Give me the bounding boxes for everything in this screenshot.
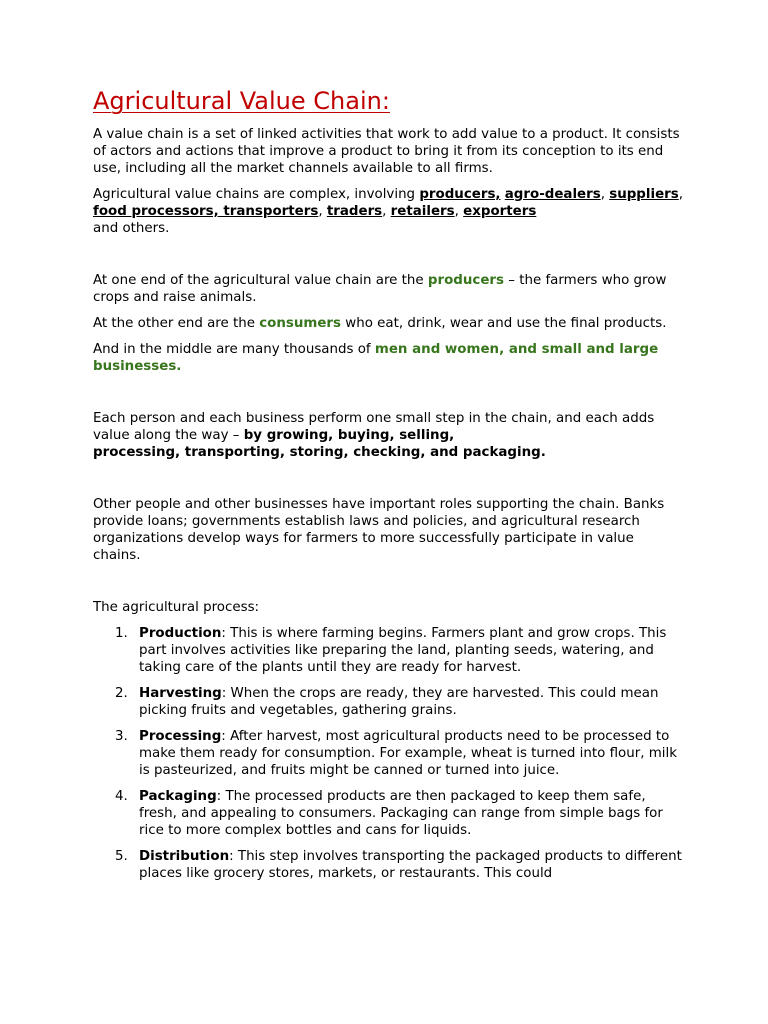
- list-text: : The processed products are then packaged to keep them safe, fresh, and appealing to consumers. Packaging can range from simple bags for rice to more complex bottles and cans for liquids.: [139, 789, 663, 838]
- list-number: 3.: [115, 729, 128, 744]
- list-term: Packaging: [139, 789, 217, 804]
- consumers-highlight: consumers: [259, 316, 342, 331]
- separator: ,: [318, 204, 327, 219]
- complex-tail: and others.: [93, 221, 170, 236]
- list-term: Harvesting: [139, 686, 222, 701]
- term-agro-dealers: agro-dealers: [504, 187, 601, 202]
- process-list: [93, 625, 683, 882]
- term-producers: producers,: [419, 187, 501, 202]
- list-text: : This step involves transporting the packaged products to different places like grocery stores, markets, or restaurants. This could: [139, 849, 682, 881]
- term-food-processors: food processors, transporters: [93, 204, 319, 219]
- middle-lead: And in the middle are many thousands of: [93, 342, 375, 357]
- steps-bold-1: by growing, buying, selling,: [243, 428, 455, 443]
- producers-highlight: producers: [427, 273, 505, 288]
- term-suppliers: suppliers: [609, 187, 679, 202]
- separator: ,: [600, 187, 610, 202]
- middle-paragraph: [93, 341, 683, 375]
- steps-bold-2: processing, transporting, storing, checking, and packaging.: [93, 445, 546, 460]
- separator: ,: [454, 204, 464, 219]
- term-retailers: retailers: [390, 204, 455, 219]
- list-text: : When the crops are ready, they are harvested. This could mean picking fruits and vegetables, gathering grains.: [139, 686, 659, 718]
- list-number: 2.: [115, 686, 128, 701]
- list-item: [93, 625, 683, 676]
- separator: ,: [382, 204, 391, 219]
- list-item: [93, 848, 683, 882]
- list-item: [93, 728, 683, 779]
- document-page: [93, 86, 683, 882]
- list-number: 4.: [115, 789, 128, 804]
- producers-tail: – the farmers who grow crops and raise animals.: [93, 273, 667, 305]
- process-heading: The agricultural process:: [93, 600, 260, 615]
- list-text: : This is where farming begins. Farmers plant and grow crops. This part involves activities like preparing the land, planting seeds, watering, and taking care of the plants until they are ready for harvest.: [139, 626, 667, 675]
- list-term: Processing: [139, 729, 222, 744]
- complex-lead: Agricultural value chains are complex, involving: [93, 187, 420, 202]
- list-item: [93, 685, 683, 719]
- separator: ,: [678, 187, 683, 202]
- complex-paragraph: [93, 186, 683, 237]
- middle-highlight: men and women, and small and large businesses.: [93, 342, 659, 374]
- list-term: Distribution: [139, 849, 230, 864]
- term-exporters: exporters: [463, 204, 537, 219]
- steps-paragraph: [93, 410, 683, 461]
- steps-lead: Each person and each business perform one small step in the chain, and each adds value along the way –: [93, 411, 655, 443]
- document-title: Agricultural Value Chain:: [93, 87, 390, 115]
- support-paragraph: Other people and other businesses have important roles supporting the chain. Banks provide loans; governments establish laws and policies, and agricultural research organizations develop ways for farmers to more successfully participate in value chains.: [93, 497, 665, 563]
- consumers-paragraph: [93, 315, 683, 332]
- producers-paragraph: [93, 272, 683, 306]
- consumers-lead: At the other end are the: [93, 316, 260, 331]
- list-number: 5.: [115, 849, 128, 864]
- list-term: Production: [139, 626, 222, 641]
- list-number: 1.: [115, 626, 128, 641]
- list-item: [93, 788, 683, 839]
- producers-lead: At one end of the agricultural value chain are the: [93, 273, 428, 288]
- intro-paragraph: A value chain is a set of linked activities that work to add value to a product. It consists of actors and actions that improve a product to bring it from its conception to its end use, including all the market channels available to all firms.: [93, 127, 680, 176]
- term-traders: traders: [326, 204, 383, 219]
- list-text: : After harvest, most agricultural products need to be processed to make them ready for consumption. For example, wheat is turned into flour, milk is pasteurized, and fruits might be canned or turned into juice.: [139, 729, 677, 778]
- consumers-tail: who eat, drink, wear and use the final products.: [341, 316, 667, 331]
